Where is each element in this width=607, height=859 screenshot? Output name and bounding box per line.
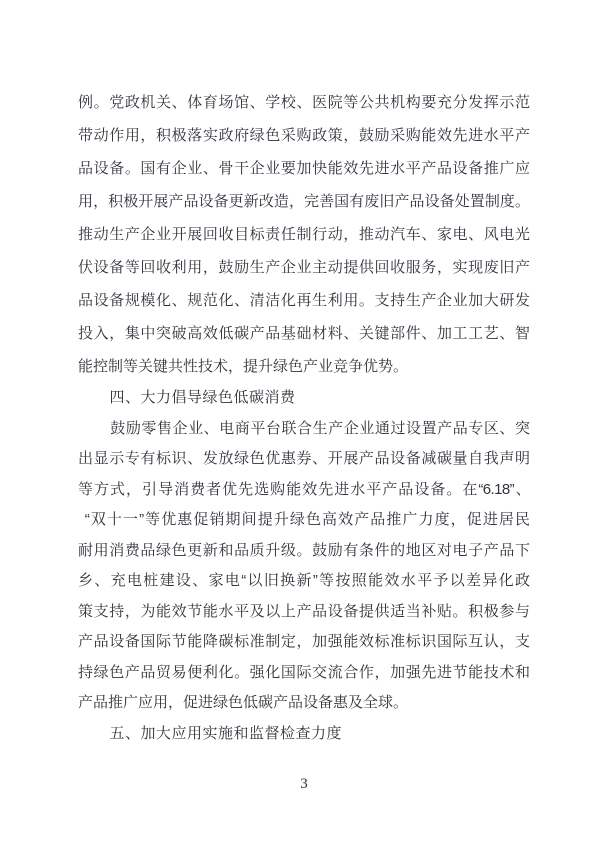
text-line: 乡、充电桩建设、家电“以旧换新”等按照能效水平予以差异化政 [78,572,530,589]
text-line: 鼓励零售企业、电商平台联合生产企业通过设置产品专区、突 [110,419,530,437]
text-line: 投入，集中突破高效低碳产品基础材料、关键部件、加工工艺、智 [78,325,530,342]
text-line: 产品推广应用，促进绿色低碳产品设备惠及全球。 [78,694,409,711]
text-line: “双十一”等优惠促销期间提升绿色高效产品推广力度，促进居民 [84,511,530,528]
document-body [78,86,530,749]
text-line: 例。党政机关、体育场馆、学校、医院等公共机构要充分发挥示范 [78,94,530,111]
paragraph-block-recycling [78,86,530,383]
text-line: 品设备。国有企业、骨干企业要加快能效先进水平产品设备推广应 [78,160,530,177]
text-line: 伏设备等回收利用，鼓励生产企业主动提供回收服务，实现废旧产 [78,259,530,276]
text-line: 策支持，为能效节能水平及以上产品设备提供适当补贴。积极参与 [78,602,530,620]
text-line: 推动生产企业开展回收目标责任制行动，推动汽车、家电、风电光 [78,226,530,243]
text-line: 等方式，引导消费者优先选购能效先进水平产品设备。在“6.18”、 [78,480,530,498]
text-line: 带动作用，积极落实政府绿色采购政策，鼓励采购能效先进水平产 [78,127,530,144]
section-four-block [78,383,530,749]
text-line: 出显示专有标识、发放绿色优惠券、开展产品设备减碳量自我声明 [78,450,530,467]
section-heading-4: 四、大力倡导绿色低碳消费 [109,389,296,406]
section-heading-5: 五、加大应用实施和监督检查力度 [109,724,343,742]
page-number: 3 [300,776,308,792]
text-line: 用，积极开展产品设备更新改造，完善国有废旧产品设备处置制度。 [78,193,530,210]
text-line: 品设备规模化、规范化、清洁化再生利用。支持生产企业加大研发 [78,292,530,309]
text-line: 持绿色产品贸易便利化。强化国际交流合作，加强先进节能技术和 [78,663,530,681]
text-line: 产品设备国际节能降碳标准制定，加强能效标准标识国际互认，支 [78,633,530,650]
text-line: 耐用消费品绿色更新和品质升级。鼓励有条件的地区对电子产品下 [78,541,530,559]
text-line: 能控制等关键共性技术，提升绿色产业竞争优势。 [78,358,409,375]
